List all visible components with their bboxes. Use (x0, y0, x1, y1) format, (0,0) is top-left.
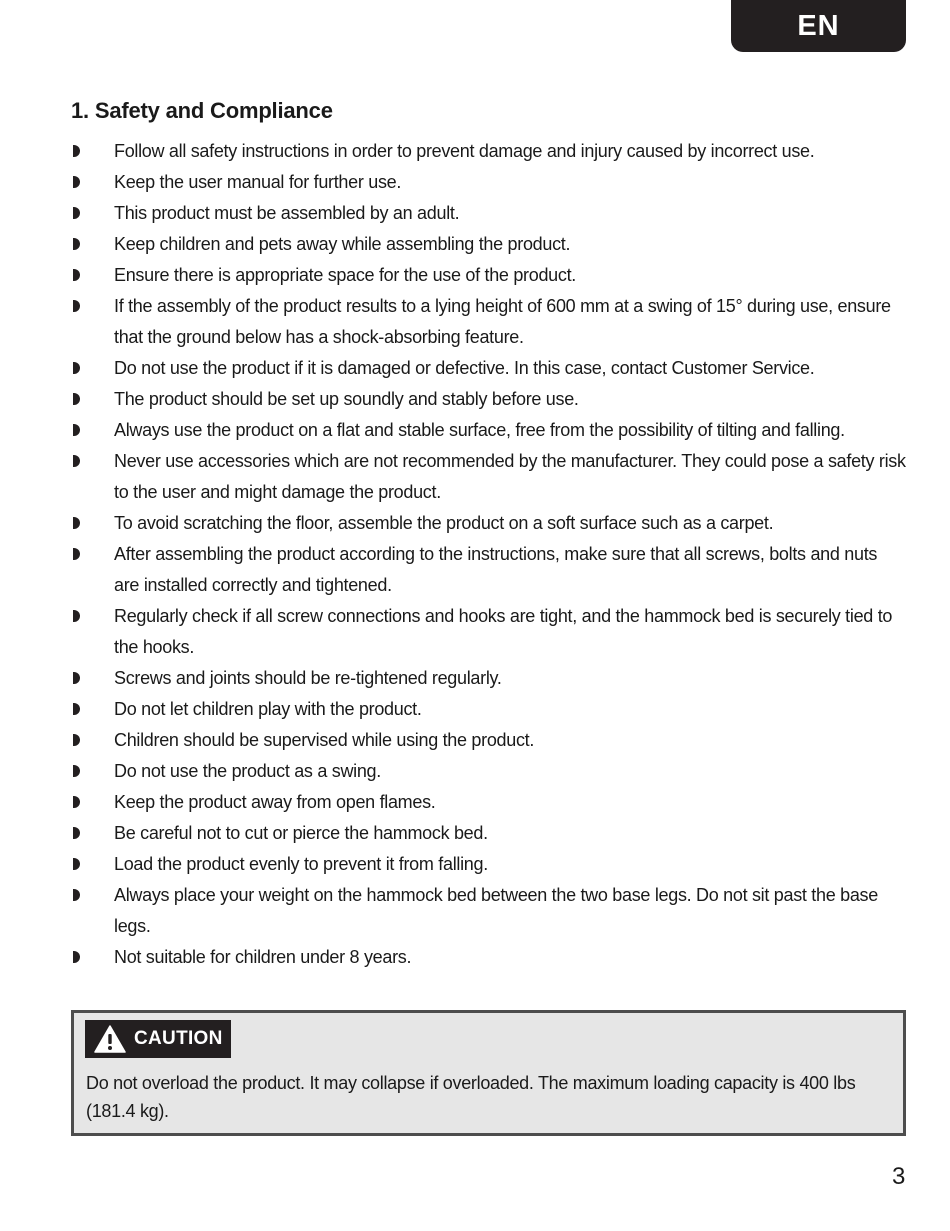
list-item-text: Ensure there is appropriate space for the use of the product. (114, 265, 576, 285)
page-number: 3 (892, 1163, 906, 1190)
bullet-icon (73, 672, 80, 684)
list-item-text: Do not let children play with the product. (114, 699, 422, 719)
bullet-icon (73, 827, 80, 839)
list-item-text: This product must be assembled by an adult. (114, 203, 460, 223)
list-item (71, 694, 906, 725)
list-item (71, 229, 906, 260)
list-item (71, 260, 906, 291)
bullet-icon (73, 610, 80, 622)
list-item-text: Screws and joints should be re-tightened regularly. (114, 668, 502, 688)
list-item-text: Never use accessories which are not recommended by the manufacturer. They could pose a safety risk to the user and might damage the product. (114, 451, 906, 502)
list-item (71, 384, 906, 415)
bullet-icon (73, 765, 80, 777)
list-item-text: Do not use the product if it is damaged or defective. In this case, contact Customer Service. (114, 358, 815, 378)
warning-icon (94, 1025, 126, 1053)
bullet-icon (73, 207, 80, 219)
list-item (71, 167, 906, 198)
bullet-icon (73, 300, 80, 312)
list-item (71, 818, 906, 849)
bullet-icon (73, 393, 80, 405)
list-item (71, 198, 906, 229)
list-item-text: If the assembly of the product results to a lying height of 600 mm at a swing of 15° during use, ensure that the ground below has a shock-absorbing feature. (114, 296, 891, 347)
list-item (71, 446, 906, 508)
bullet-icon (73, 548, 80, 560)
safety-list (71, 136, 906, 973)
list-item-text: After assembling the product according to the instructions, make sure that all screws, bolts and nuts are installed correctly and tightened. (114, 544, 878, 595)
bullet-icon (73, 858, 80, 870)
list-item (71, 756, 906, 787)
list-item-text: Keep the product away from open flames. (114, 792, 436, 812)
bullet-icon (73, 455, 80, 467)
list-item (71, 942, 906, 973)
list-item-text: Do not use the product as a swing. (114, 761, 381, 781)
list-item-text: Always place your weight on the hammock bed between the two base legs. Do not sit past the base legs. (114, 885, 878, 936)
list-item (71, 880, 906, 942)
list-item (71, 539, 906, 601)
language-tab: EN (731, 0, 906, 52)
list-item-text: Load the product evenly to prevent it from falling. (114, 854, 488, 874)
bullet-icon (73, 145, 80, 157)
list-item (71, 787, 906, 818)
caution-heading: CAUTION (134, 1028, 223, 1049)
bullet-icon (73, 889, 80, 901)
bullet-icon (73, 269, 80, 281)
list-item-text: Keep children and pets away while assembling the product. (114, 234, 571, 254)
list-item (71, 136, 906, 167)
list-item-text: Not suitable for children under 8 years. (114, 947, 412, 967)
list-item (71, 353, 906, 384)
list-item-text: Keep the user manual for further use. (114, 172, 402, 192)
list-item (71, 601, 906, 663)
caution-label (85, 1020, 231, 1058)
bullet-icon (73, 734, 80, 746)
list-item (71, 725, 906, 756)
list-item (71, 849, 906, 880)
list-item-text: Follow all safety instructions in order to prevent damage and injury caused by incorrect use. (114, 141, 815, 161)
list-item-text: Children should be supervised while using the product. (114, 730, 535, 750)
bullet-icon (73, 951, 80, 963)
bullet-icon (73, 362, 80, 374)
list-item (71, 291, 906, 353)
bullet-icon (73, 238, 80, 250)
list-item-text: Regularly check if all screw connections and hooks are tight, and the hammock bed is securely tied to the hooks. (114, 606, 893, 657)
caution-box (71, 1010, 906, 1136)
list-item (71, 663, 906, 694)
section-title: 1. Safety and Compliance (71, 98, 333, 123)
list-item-text: Be careful not to cut or pierce the hammock bed. (114, 823, 488, 843)
list-item (71, 508, 906, 539)
list-item-text: Always use the product on a flat and stable surface, free from the possibility of tilting and falling. (114, 420, 845, 440)
bullet-icon (73, 517, 80, 529)
bullet-icon (73, 176, 80, 188)
list-item (71, 415, 906, 446)
bullet-icon (73, 796, 80, 808)
bullet-icon (73, 703, 80, 715)
list-item-text: The product should be set up soundly and stably before use. (114, 389, 579, 409)
caution-text: Do not overload the product. It may collapse if overloaded. The maximum loading capacity is 400 lbs (181.4 kg). (86, 1073, 856, 1121)
bullet-icon (73, 424, 80, 436)
list-item-text: To avoid scratching the floor, assemble the product on a soft surface such as a carpet. (114, 513, 774, 533)
